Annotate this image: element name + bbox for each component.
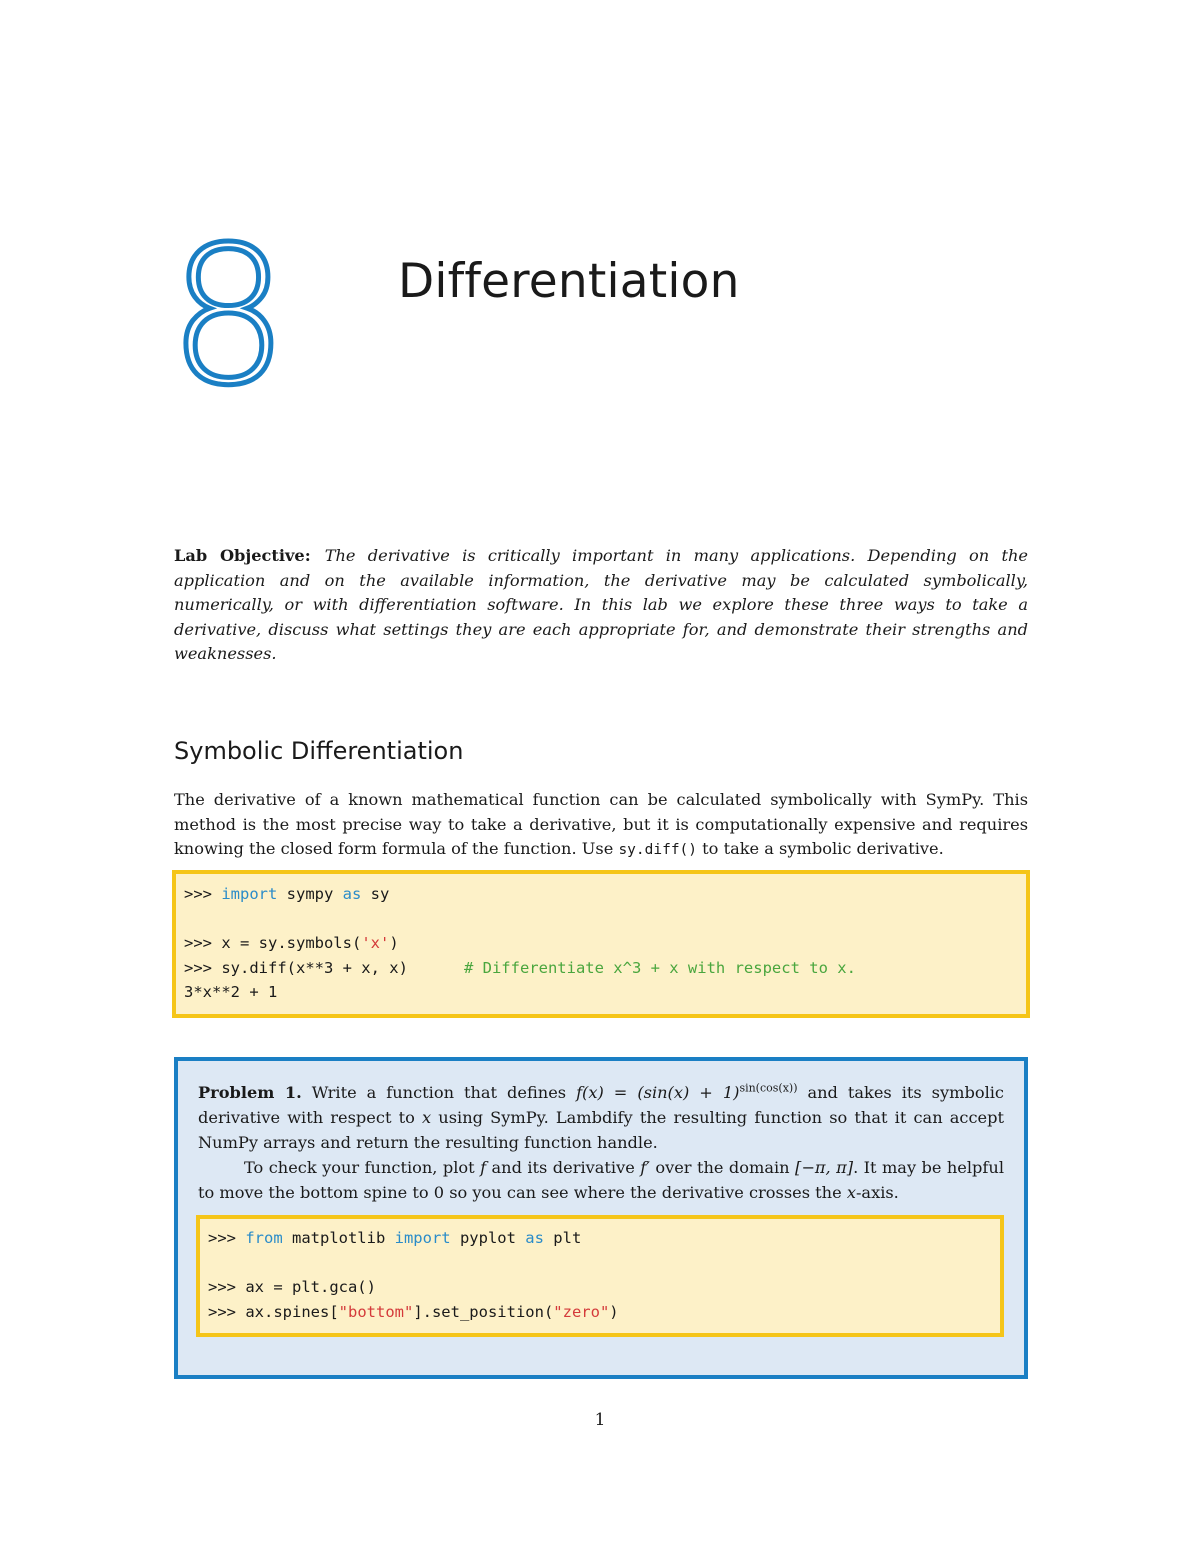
code-line: >>> ax.spines["bottom"].set_position("zero") xyxy=(208,1302,619,1321)
code-line: >>> ax = plt.gca() xyxy=(208,1278,376,1296)
para-text-after: to take a symbolic derivative. xyxy=(697,839,944,858)
lab-objective xyxy=(174,544,1028,667)
problem-label: Problem 1. xyxy=(198,1083,302,1102)
code-output: 3*x**2 + 1 xyxy=(184,983,278,1001)
inline-code: sy.diff() xyxy=(618,842,698,858)
section-title: Symbolic Differentiation xyxy=(174,737,464,765)
problem-paragraph-2: To check your function, plot f and its derivative f′ over the domain [−π, π]. It may be helpful to move the bottom spine to 0 so you can see where the derivative crosses the x-axis. xyxy=(198,1158,1005,1202)
code-sympy xyxy=(184,882,856,1005)
math-formula: f(x) = (sin(x) + 1) xyxy=(576,1083,740,1102)
code-line: >>> from matplotlib import pyplot as plt xyxy=(208,1229,582,1247)
para-text-before: The derivative of a known mathematical function can be calculated symbolically with SymPy. This method is the most precise way to take a derivative, but it is computationally expensive and requires knowing the closed form formula of the function. Use xyxy=(174,790,1028,858)
math-superscript: sin(cos(x)) xyxy=(739,1081,798,1095)
code-matplotlib xyxy=(208,1226,619,1324)
problem-text xyxy=(198,1080,1004,1205)
code-line: >>> import sympy as sy xyxy=(184,885,390,903)
problem-text-part: using SymPy. Lambdify the resulting function so that it can accept NumPy arrays and return the resulting function handle. xyxy=(198,1108,1004,1152)
math-var: x xyxy=(422,1108,432,1127)
code-line: >>> x = sy.symbols('x') xyxy=(184,934,399,952)
code-line: >>> sy.diff(x**3 + x, x) # Differentiate x^3 + x with respect to x. xyxy=(184,958,856,977)
section-paragraph xyxy=(174,788,1028,863)
page-number: 1 xyxy=(594,1410,606,1430)
chapter-title: Differentiation xyxy=(398,254,740,309)
chapter-number: 8 xyxy=(168,206,289,427)
objective-label: Lab Objective: xyxy=(174,546,311,565)
objective-text: The derivative is critically important in many applications. Depending on the application and on the available information, the derivative may be calculated symbolically, numerically, or with differentiation software. In this lab we explore these three ways to take a derivative, discuss what settings they are each appropriate for, and demonstrate their strengths and weaknesses. xyxy=(174,546,1028,663)
problem-text-part: and takes its symbolic derivative with respect to xyxy=(198,1083,1004,1127)
problem-text-part: Write a function that defines xyxy=(301,1083,577,1102)
